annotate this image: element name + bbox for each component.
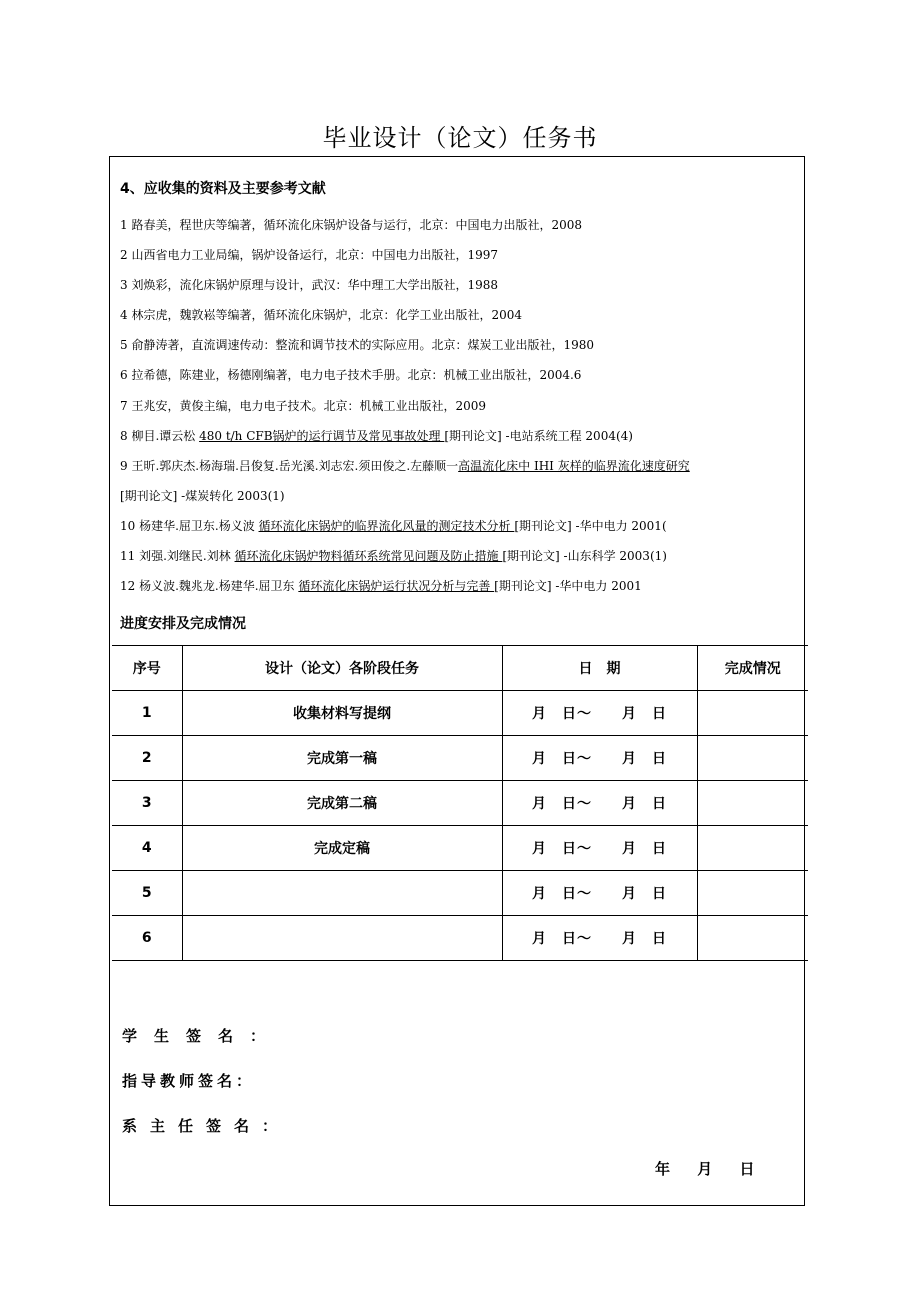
reference-text: 4 林宗虎，魏敦崧等编著，循环流化床锅炉，北京：化学工业出版社，2004: [120, 308, 522, 322]
reference-text: [期刊论文] -煤炭转化 2003(1): [120, 489, 285, 503]
student-signature-label: 学生签名：: [122, 1027, 283, 1045]
header-task: 设计（论文）各阶段任务: [182, 646, 502, 691]
reference-item: [120, 246, 498, 263]
reference-text: 11 刘强.刘继民.刘林: [120, 549, 235, 563]
table-row: [112, 691, 808, 736]
row-status: [697, 871, 808, 916]
reference-item: [120, 216, 582, 233]
reference-source: [期刊论文] -电站系统工程 2004(4): [444, 429, 633, 443]
row-number: 1: [112, 691, 182, 736]
row-number: 5: [112, 871, 182, 916]
reference-item: [120, 487, 285, 504]
row-date: 月 日～ 月 日: [502, 691, 697, 736]
row-number: 6: [112, 916, 182, 961]
row-number: 4: [112, 826, 182, 871]
reference-item: [120, 517, 667, 534]
reference-title-link[interactable]: 480 t/h CFB锅炉的运行调节及常见事故处理: [199, 429, 445, 443]
reference-title-link[interactable]: 循环流化床锅炉运行状况分析与完善: [298, 579, 495, 593]
row-date: 月 日～ 月 日: [502, 826, 697, 871]
reference-title-link[interactable]: 循环流化床锅炉的临界流化风量的测定技术分析: [258, 519, 515, 533]
reference-item: [120, 276, 498, 293]
row-task: 完成第一稿: [182, 736, 502, 781]
row-number: 2: [112, 736, 182, 781]
progress-heading: 进度安排及完成情况: [120, 616, 246, 632]
header-status: 完成情况: [697, 646, 808, 691]
progress-table: [112, 645, 808, 961]
row-task: 完成定稿: [182, 826, 502, 871]
row-task: [182, 871, 502, 916]
reference-source: [期刊论文] -华中电力 2001(: [514, 519, 667, 533]
row-number: 3: [112, 781, 182, 826]
table-row: [112, 781, 808, 826]
reference-text: 8 柳目.谭云松: [120, 429, 200, 443]
reference-item: [120, 547, 667, 564]
table-header-row: [112, 646, 808, 691]
reference-item: [120, 366, 581, 383]
reference-item: [120, 397, 486, 414]
header-number: 序号: [112, 646, 182, 691]
table-row: [112, 826, 808, 871]
row-status: [697, 781, 808, 826]
dept-head-signature-label: 系主任签名：: [122, 1117, 291, 1135]
reference-item: [120, 577, 642, 594]
row-date: 月 日～ 月 日: [502, 916, 697, 961]
reference-title-link[interactable]: 循环流化床锅炉物料循环系统常见问题及防止措施: [234, 549, 503, 563]
row-task: 收集材料写提纲: [182, 691, 502, 736]
row-date: 月 日～ 月 日: [502, 736, 697, 781]
reference-text: 1 路春美，程世庆等编著，循环流化床锅炉设备与运行，北京：中国电力出版社，2008: [120, 218, 582, 232]
reference-text: 3 刘焕彩，流化床锅炉原理与设计，武汉：华中理工大学出版社，1988: [120, 278, 498, 292]
row-status: [697, 691, 808, 736]
row-status: [697, 736, 808, 781]
header-date: 日 期: [502, 646, 697, 691]
table-row: [112, 871, 808, 916]
table-row: [112, 916, 808, 961]
row-date: 月 日～ 月 日: [502, 781, 697, 826]
reference-item: [120, 336, 594, 353]
table-row: [112, 736, 808, 781]
reference-text: 7 王兆安，黄俊主编，电力电子技术。北京：机械工业出版社，2009: [120, 399, 486, 413]
reference-item: [120, 427, 633, 444]
row-task: [182, 916, 502, 961]
reference-item: [120, 457, 690, 474]
sign-date: 年 月 日: [655, 1160, 755, 1178]
row-status: [697, 826, 808, 871]
reference-item: [120, 306, 522, 323]
reference-text: 6 拉希德，陈建业，杨德刚编著，电力电子技术手册。北京：机械工业出版社，2004.6: [120, 368, 582, 382]
row-date: 月 日～ 月 日: [502, 871, 697, 916]
row-task: 完成第二稿: [182, 781, 502, 826]
references-heading: 4、应收集的资料及主要参考文献: [120, 181, 326, 197]
reference-text: 2 山西省电力工业局编，锅炉设备运行，北京：中国电力出版社，1997: [120, 248, 498, 262]
reference-text: 9 王昕.郭庆杰.杨海瑞.吕俊复.岳光溪.刘志宏.须田俊之.左藤顺一: [120, 459, 459, 473]
reference-text: 5 俞静涛著，直流调速传动：整流和调节技术的实际应用。北京：煤炭工业出版社，1980: [120, 338, 594, 352]
row-status: [697, 916, 808, 961]
reference-text: 10 杨建华.屈卫东.杨义波: [120, 519, 259, 533]
reference-source: [期刊论文] -华中电力 2001: [494, 579, 642, 593]
reference-text: 12 杨义波.魏兆龙.杨建华.屈卫东: [120, 579, 299, 593]
reference-source: [期刊论文] -山东科学 2003(1): [502, 549, 667, 563]
reference-title-link[interactable]: 高温流化床中 IHI 灰样的临界流化速度研究: [458, 459, 690, 473]
advisor-signature-label: 指导教师签名：: [122, 1072, 256, 1090]
page-title: 毕业设计（论文）任务书: [322, 124, 598, 152]
